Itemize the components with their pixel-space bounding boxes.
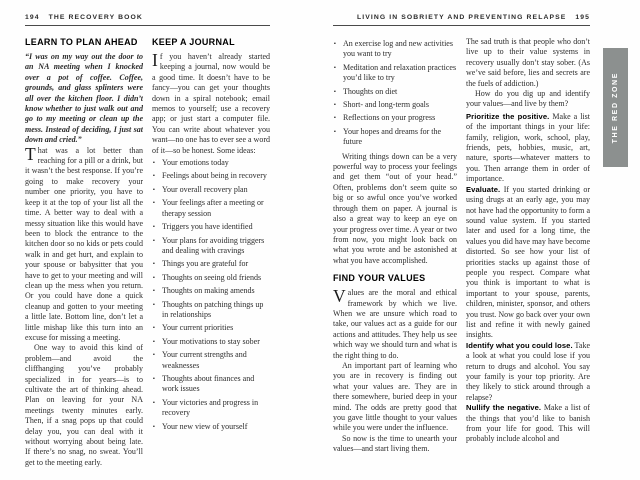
- square-bullet-icon: ▪: [153, 224, 155, 231]
- list-item: [333, 113, 457, 123]
- square-bullet-icon: ▪: [153, 352, 155, 359]
- tip-text: Make a list of the important things in your life: family, religion, work, school, play, friends, pets, hobbies, music, art, nature, sports—whatever matters to you. Then arrange them in order of importance.: [466, 111, 590, 184]
- list-item-text: Your plans for avoiding triggers and dealing with cravings: [162, 235, 265, 255]
- tip-paragraph: [466, 403, 590, 445]
- list-item: [152, 222, 270, 232]
- list-item: [333, 87, 457, 97]
- section-heading-keep-a-journal: KEEP A JOURNAL: [152, 37, 235, 47]
- list-item-text: Thoughts about finances and work issues: [162, 373, 255, 394]
- square-bullet-icon: ▪: [334, 128, 336, 135]
- square-bullet-icon: ▪: [153, 288, 155, 295]
- tip-lead-in: Nullify the negative.: [466, 403, 542, 413]
- left-page: [25, 14, 270, 467]
- list-item-text: Thoughts on diet: [343, 86, 398, 96]
- list-item-text: Thoughts on patching things up in relationships: [162, 299, 264, 319]
- list-item: [333, 39, 457, 60]
- list-item: [152, 273, 270, 283]
- list-item-text: Your emotions today: [162, 158, 229, 168]
- list-item-text: Reflections on your progress: [343, 113, 436, 123]
- column-find-your-values: [333, 37, 457, 467]
- square-bullet-icon: ▪: [153, 301, 155, 308]
- list-item: [152, 286, 270, 296]
- list-item: [152, 398, 270, 419]
- list-item: [152, 259, 270, 269]
- square-bullet-icon: ▪: [153, 399, 155, 406]
- square-bullet-icon: ▪: [153, 160, 155, 167]
- list-item-text: Your overall recovery plan: [162, 184, 248, 194]
- tip-paragraph: [466, 112, 590, 185]
- body-paragraph: The sad truth is that people who don’t live up to their value systems in recovery usually don’t stay sober. (As we’ve said before, lies and secrets are the fuels of addiction.): [466, 37, 590, 88]
- square-bullet-icon: ▪: [334, 41, 336, 47]
- column-keep-a-journal: [152, 37, 270, 467]
- red-zone-tab-label: THE RED ZONE: [612, 71, 619, 144]
- chapter-running-title: LIVING IN SOBRIETY AND PREVENTING RELAPSE: [356, 14, 567, 21]
- body-paragraph: [25, 143, 143, 344]
- tip-lead-in: Identify what you could lose.: [466, 340, 573, 350]
- body-paragraph: [333, 288, 457, 361]
- square-bullet-icon: ▪: [153, 375, 155, 382]
- square-bullet-icon: ▪: [334, 102, 336, 109]
- list-item: [152, 198, 270, 219]
- list-item: [152, 422, 270, 432]
- dropcap-letter: I: [152, 50, 158, 70]
- list-item: [152, 185, 270, 195]
- section-heading-plan-ahead: LEARN TO PLAN AHEAD: [25, 37, 138, 47]
- body-paragraph: One way to avoid this kind of problem—and avoid the cliffhanging you’ve probably specialized in for years—is to cultivate the art of thinking ahead. Plan on leaving for your NA meetings twenty minutes early. Then, if a snag pops up that could delay you, you can deal with it without worrying about being late. If there’s no snag, no sweat. You’ll get to the meeting early.: [25, 343, 143, 467]
- square-bullet-icon: ▪: [153, 200, 155, 207]
- paragraph-text: alues are the moral and ethical framework by which we live. When we are unsure which road to take, our values act as a guide for our actions and attitudes. They help us see which way we should turn and what is the right thing to do.: [333, 288, 457, 360]
- list-item: [152, 374, 270, 395]
- list-item-text: Your victories and progress in recovery: [162, 397, 259, 418]
- list-item-text: Thoughts on making amends: [162, 286, 255, 296]
- tip-paragraph: [466, 185, 590, 341]
- journal-ideas-list-continued: [333, 39, 457, 148]
- square-bullet-icon: ▪: [153, 173, 155, 180]
- journal-ideas-list: [152, 158, 270, 432]
- list-item-text: Your current strengths and weaknesses: [162, 350, 247, 370]
- column-plan-ahead: [25, 37, 143, 467]
- list-item: [152, 300, 270, 321]
- body-paragraph: An important part of learning who you are in recovery is finding out what your values are. They are in there somewhere, buried deep in your mind. The odds are pretty good that you gave little thought to your values while you were under the influence.: [333, 360, 457, 433]
- paragraph-text: f you haven’t already started keeping a journal, now would be a good time. It doesn’t have to be fancy—you can get your thoughts down in a spiral notebook; email memos to yourself; use a recovery app; or just start a computer file. You can write about whatever you want—no one has to ever see a word of it—so be honest. Some ideas:: [152, 52, 270, 155]
- body-paragraph: Writing things down can be a very powerful way to process your feelings and get them “out of your head.” Often, problems don’t seem quite so big or so awful once you’ve worked through them on paper. A journal is also a great way to keep an eye on your progress over time. A year or two from now, you might look back on what you wrote and be astonished at what you have accomplished.: [333, 151, 457, 265]
- right-page-columns: [333, 37, 590, 467]
- square-bullet-icon: ▪: [153, 325, 155, 332]
- left-page-columns: [25, 37, 270, 467]
- list-item: [152, 158, 270, 168]
- list-item-text: Meditation and relaxation practices you’d like to try: [343, 62, 457, 83]
- dropcap-letter: T: [25, 143, 36, 164]
- square-bullet-icon: ▪: [334, 64, 336, 71]
- list-item-text: Your feelings after a meeting or therapy session: [162, 198, 264, 218]
- square-bullet-icon: ▪: [153, 261, 155, 268]
- list-item-text: Short- and long-term goals: [343, 100, 429, 110]
- left-page-header: [25, 14, 270, 26]
- tip-lead-in: Evaluate.: [466, 184, 501, 194]
- square-bullet-icon: ▪: [334, 88, 336, 95]
- list-item: [152, 323, 270, 333]
- pull-quote: “I was on my way out the door to an NA meeting when I knocked over a pot of coffee. Coffee, grounds, and glass splinters were all over the kitchen floor. I didn’t know whether to just walk out and go to my meeting or clean up the mess. Instead of deciding, I just sat down and cried.”: [25, 52, 143, 145]
- list-item-text: Your hopes and dreams for the future: [343, 126, 442, 147]
- body-paragraph: So now is the time to unearth your values—and start living them.: [333, 433, 457, 454]
- list-item-text: Your current priorities: [162, 323, 234, 333]
- square-bullet-icon: ▪: [153, 186, 155, 193]
- square-bullet-icon: ▪: [153, 338, 155, 345]
- square-bullet-icon: ▪: [153, 423, 155, 430]
- list-item-text: Thoughts on seeing old friends: [162, 272, 262, 282]
- red-zone-section-tab: [603, 48, 628, 167]
- dropcap-letter: V: [333, 286, 346, 307]
- list-item: [152, 171, 270, 181]
- list-item: [333, 127, 457, 148]
- square-bullet-icon: ▪: [153, 237, 155, 244]
- list-item: [152, 337, 270, 347]
- list-item-text: An exercise log and new activities you want to try: [343, 39, 453, 59]
- tip-lead-in: Prioritize the positive.: [466, 111, 550, 121]
- left-page-number: 194: [25, 14, 40, 21]
- list-item-text: Feelings about being in recovery: [162, 171, 267, 181]
- tip-text: Take a look at what you could lose if you return to drugs and alcohol. You say your family is your top priority. Are they likely to stick around through a relapse?: [466, 340, 590, 402]
- book-running-title: THE RECOVERY BOOK: [48, 14, 143, 21]
- body-paragraph: [152, 52, 270, 156]
- paragraph-text: hat was a lot better than reaching for a pill or a drink, but it wasn’t the best response. If you’re going to make recovery your number one priority, you have to keep it at the top of your list all the time. A better way to deal with a messy situation like this would have been to block the entrance to the kitchen door so no kids or pets could walk in and get hurt, and explain to your spouse or babysitter that you have to get to your meeting and will clean up the mess when you return. Or you could have done a quick cleanup and gotten to your meeting a little late. Bottom line, don’t let a little mishap like this turn into an excuse for missing a meeting.: [25, 145, 143, 342]
- list-item-text: Things you are grateful for: [162, 259, 249, 269]
- body-paragraph: How do you dig up and identify your values—and live by them?: [466, 89, 590, 109]
- list-item: [333, 63, 457, 84]
- tip-text: If you started drinking or using drugs at an early age, you may not have had the opportunity to form a sound value system. If you started later and used for a long time, the values you did have may have become distorted. So see how your list of priorities stacks up against those of people you respect. Compare what you think is important to what is important to your spouse, parents, children, minister, sponsor, and others you trust. Now go back over your own list and refine it with newly gained insights.: [466, 184, 590, 340]
- list-item: [152, 236, 270, 257]
- column-values-tips: [466, 37, 590, 467]
- right-page-header: [333, 14, 590, 26]
- list-item-text: Triggers you have identified: [162, 222, 253, 232]
- right-page-number: 195: [575, 14, 590, 21]
- right-page: [333, 14, 590, 467]
- list-item: [333, 100, 457, 110]
- square-bullet-icon: ▪: [334, 115, 336, 122]
- list-item-text: Your motivations to stay sober: [162, 336, 260, 346]
- tip-text: Make a list of the things that you’d like to banish from your life for good. This will probably include alcohol and: [466, 403, 590, 444]
- list-item-text: Your new view of yourself: [162, 421, 248, 431]
- section-heading-find-your-values: FIND YOUR VALUES: [333, 273, 426, 284]
- tip-paragraph: [466, 341, 590, 403]
- square-bullet-icon: ▪: [153, 274, 155, 281]
- list-item: [152, 350, 270, 371]
- values-tips-list: [466, 112, 590, 445]
